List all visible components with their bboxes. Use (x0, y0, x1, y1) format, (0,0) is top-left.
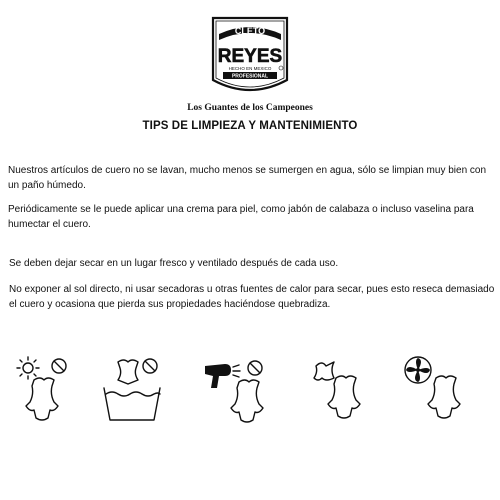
tagline: Los Guantes de los Campeones (187, 103, 313, 113)
no-hairdryer-icon (199, 352, 279, 426)
paragraph-drying: Se deben dejar secar en un lugar fresco y ventilado después de cada uso. (9, 258, 339, 269)
logo-arc-text: CLETO (234, 26, 266, 36)
logo-sub-text: HECHO EN MEXICO (228, 66, 272, 71)
logo-bottom-text: PROFESIONAL (231, 73, 269, 80)
page-heading: TIPS DE LIMPIEZA Y MANTENIMIENTO (142, 120, 358, 132)
no-wash-icon (98, 352, 178, 426)
logo-main-text: REYES (217, 46, 283, 67)
paragraph-washing: Nuestros artículos de cuero no se lavan, mucho menos se sumergen en agua, sólo se limpian muy bien con un paño húmedo. (8, 165, 487, 191)
cleto-reyes-logo (207, 10, 293, 100)
paragraph-sun-heat: No exponer al sol directo, ni usar secadoras u otras fuentes de calor para secar, pues esto reseca demasiado el cuero y ocasiona que pierda sus propiedades haciéndose quebradiza. (9, 284, 495, 310)
wipe-cloth-icon (306, 352, 386, 426)
no-sun-icon (14, 352, 94, 426)
fan-dry-icon (400, 352, 480, 426)
paragraph-cream: Periódicamente se le puede aplicar una crema para piel, como jabón de calabaza o incluso vaselina para humectar el cuero. (8, 204, 474, 230)
